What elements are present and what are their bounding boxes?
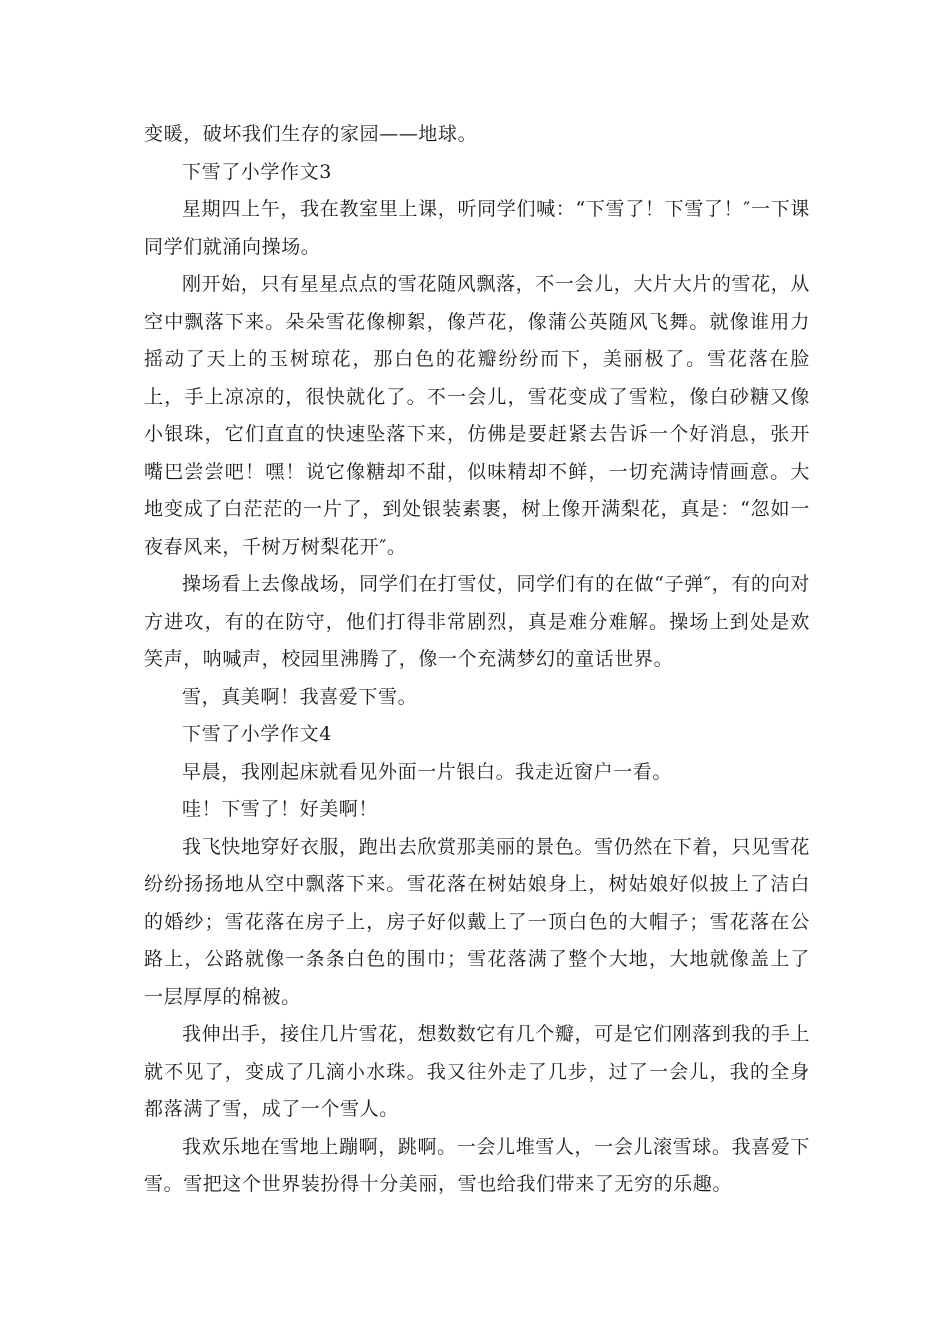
section-heading: 下雪了小学作文3	[182, 160, 332, 183]
document-body	[144, 116, 810, 1204]
paragraph: 我飞快地穿好衣服，跑出去欣赏那美丽的景色。雪仍然在下着，只见雪花纷纷扬扬地从空中飘落下来。雪花落在树姑娘身上，树姑娘好似披上了洁白的婚纱；雪花落在房子上，房子好似戴上了一顶白色的大帽子；雪花落在公路上，公路就像一条条白色的围巾；雪花落满了整个大地，大地就像盖上了一层厚厚的棉被。	[144, 835, 810, 1008]
paragraph: 变暖，破坏我们生存的家园——地球。	[144, 123, 478, 145]
paragraph: 我伸出手，接住几片雪花，想数数它有几个瓣，可是它们刚落到我的手上就不见了，变成了几滴小水珠。我又往外走了几步，过了一会儿，我的全身都落满了雪，成了一个雪人。	[144, 1023, 810, 1120]
paragraph: 早晨，我刚起床就看见外面一片银白。我走近窗户一看。	[182, 760, 673, 783]
paragraph: 我欢乐地在雪地上蹦啊，跳啊。一会儿堆雪人，一会儿滚雪球。我喜爱下雪。雪把这个世界装扮得十分美丽，雪也给我们带来了无穷的乐趣。	[144, 1135, 810, 1195]
section-heading: 下雪了小学作文4	[182, 723, 332, 745]
paragraph: 星期四上午，我在教室里上课，听同学们喊：“下雪了！下雪了！″一下课同学们就涌向操场。	[144, 198, 810, 258]
paragraph: 雪，真美啊！我喜爱下雪。	[182, 685, 418, 708]
paragraph: 哇！下雪了！好美啊！	[182, 798, 379, 820]
paragraph: 操场看上去像战场，同学们在打雪仗，同学们有的在做“子弹″，有的向对方进攻，有的在防守，他们打得非常剧烈，真是难分难解。操场上到处是欢笑声，呐喊声，校园里沸腾了，像一个充满梦幻的童话世界。	[144, 573, 810, 670]
paragraph: 刚开始，只有星星点点的雪花随风飘落，不一会儿，大片大片的雪花，从空中飘落下来。朵朵雪花像柳絮，像芦花，像蒲公英随风飞舞。就像谁用力摇动了天上的玉树琼花，那白色的花瓣纷纷而下，美丽极了。雪花落在脸上，手上凉凉的，很快就化了。不一会儿，雪花变成了雪粒，像白砂糖又像小银珠，它们直直的快速坠落下来，仿佛是要赶紧去告诉一个好消息，张开嘴巴尝尝吧！嘿！说它像糖却不甜，似味精却不鲜，一切充满诗情画意。大地变成了白茫茫的一片了，到处银装素裹，树上像开满梨花，真是：“忽如一夜春风来，千树万树梨花开″。	[144, 273, 810, 558]
